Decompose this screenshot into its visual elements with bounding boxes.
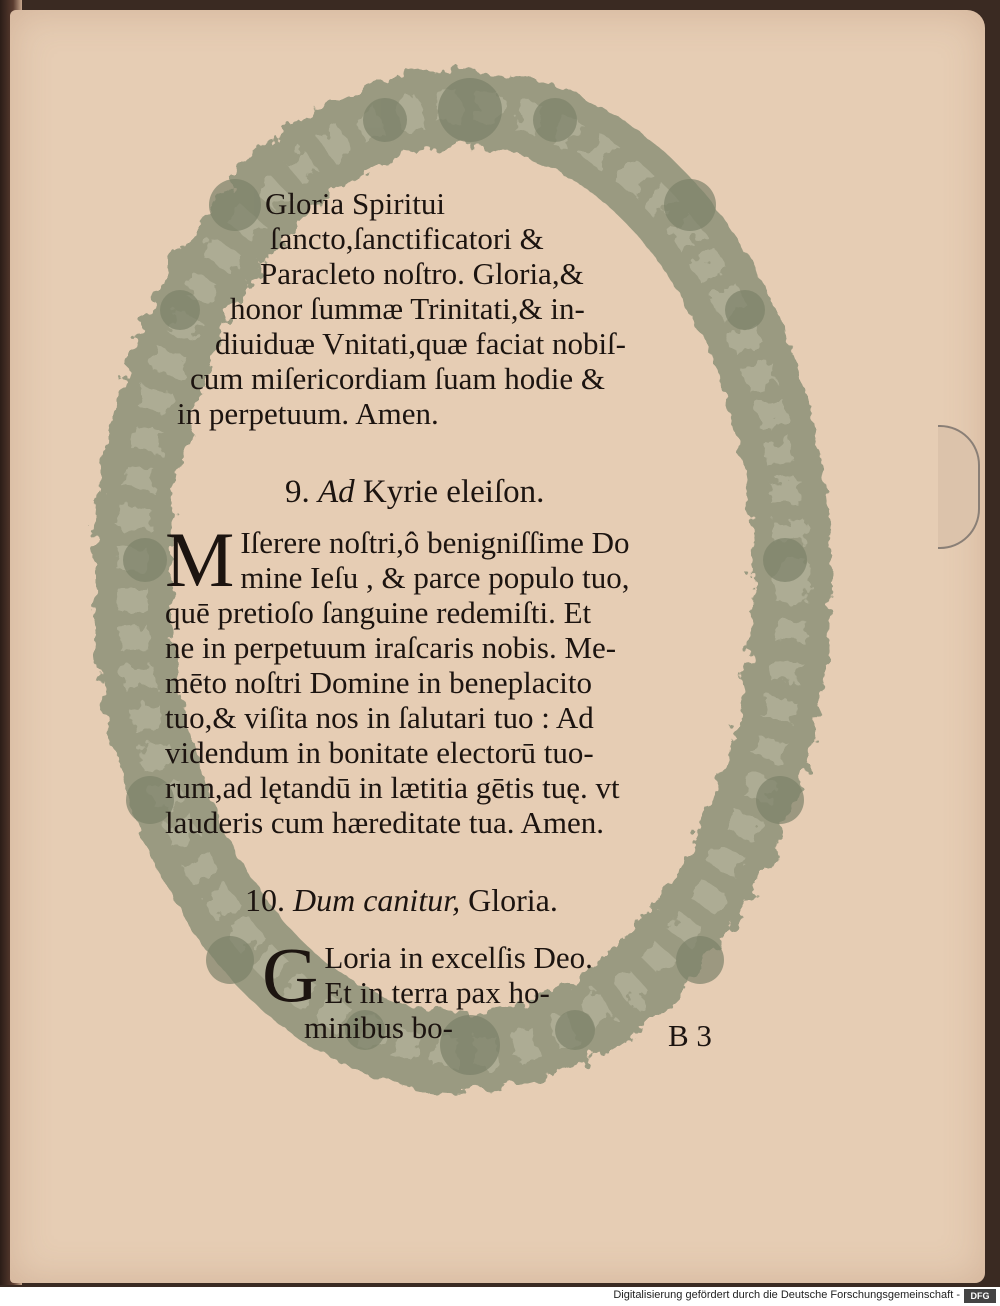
- text-line: Iſerere noſtri,ô benigniſſime Do: [240, 525, 630, 560]
- text-line: Gloria Spiritui: [265, 186, 445, 221]
- text-line: honor ſummæ Trinitati,& in-: [230, 291, 585, 326]
- section-title: Kyrie eleiſon.: [362, 474, 545, 510]
- section-heading-10: [165, 883, 735, 918]
- text-line: ſancto,ſanctificatori &: [270, 221, 544, 256]
- text-line: cum miſericordiam ſuam hodie &: [190, 361, 605, 396]
- section-italic: Ad: [318, 474, 355, 510]
- prayer-gloria-in-excelsis: [262, 931, 682, 1045]
- section-italic: Dum canitur,: [293, 882, 461, 918]
- dfg-logo: DFG: [964, 1289, 996, 1303]
- prayer-gloria-spiritui: [165, 186, 735, 431]
- text-line: rum,ad lętandū in lætitia gētis tuę. vt: [165, 770, 620, 805]
- section-number: 10.: [245, 882, 285, 918]
- text-line: Et in terra pax ho-: [324, 975, 550, 1010]
- text-line: Loria in excelſis Deo.: [324, 940, 593, 975]
- text-line: quē pretioſo ſanguine redemiſti. Et: [165, 595, 592, 630]
- text-line: mine Ieſu , & parce populo tuo,: [240, 560, 630, 595]
- text-line: tuo,& viſita nos in ſalutari tuo : Ad: [165, 700, 594, 735]
- text-line: ne in perpetuum iraſcaris nobis. Me-: [165, 630, 617, 665]
- section-number: 9.: [285, 474, 310, 510]
- text-line: Paracleto noſtro. Gloria,&: [260, 256, 584, 291]
- text-line: lauderis cum hæreditate tua. Amen.: [165, 805, 605, 840]
- text-line: mēto noſtri Domine in beneplacito: [165, 665, 593, 700]
- section-heading-9: [165, 475, 735, 510]
- text-line: in perpetuum. Amen.: [177, 396, 439, 431]
- drop-cap: M: [165, 516, 235, 603]
- prayer-kyrie: [165, 516, 735, 840]
- footer-bar: [0, 1287, 1000, 1306]
- text-line: diuiduæ Vnitati,quæ faciat nobiſ-: [215, 326, 626, 361]
- signature-text: B 3: [668, 1018, 712, 1053]
- text-line: minibus bo-: [304, 1010, 453, 1045]
- section-title: Gloria.: [468, 882, 558, 918]
- signature-mark: [668, 1018, 728, 1053]
- text-line: videndum in bonitate electorū tuo-: [165, 735, 594, 770]
- drop-cap: G: [262, 931, 319, 1018]
- footer-text: Digitalisierung gefördert durch die Deutsche Forschungsgemeinschaft -: [613, 1289, 960, 1301]
